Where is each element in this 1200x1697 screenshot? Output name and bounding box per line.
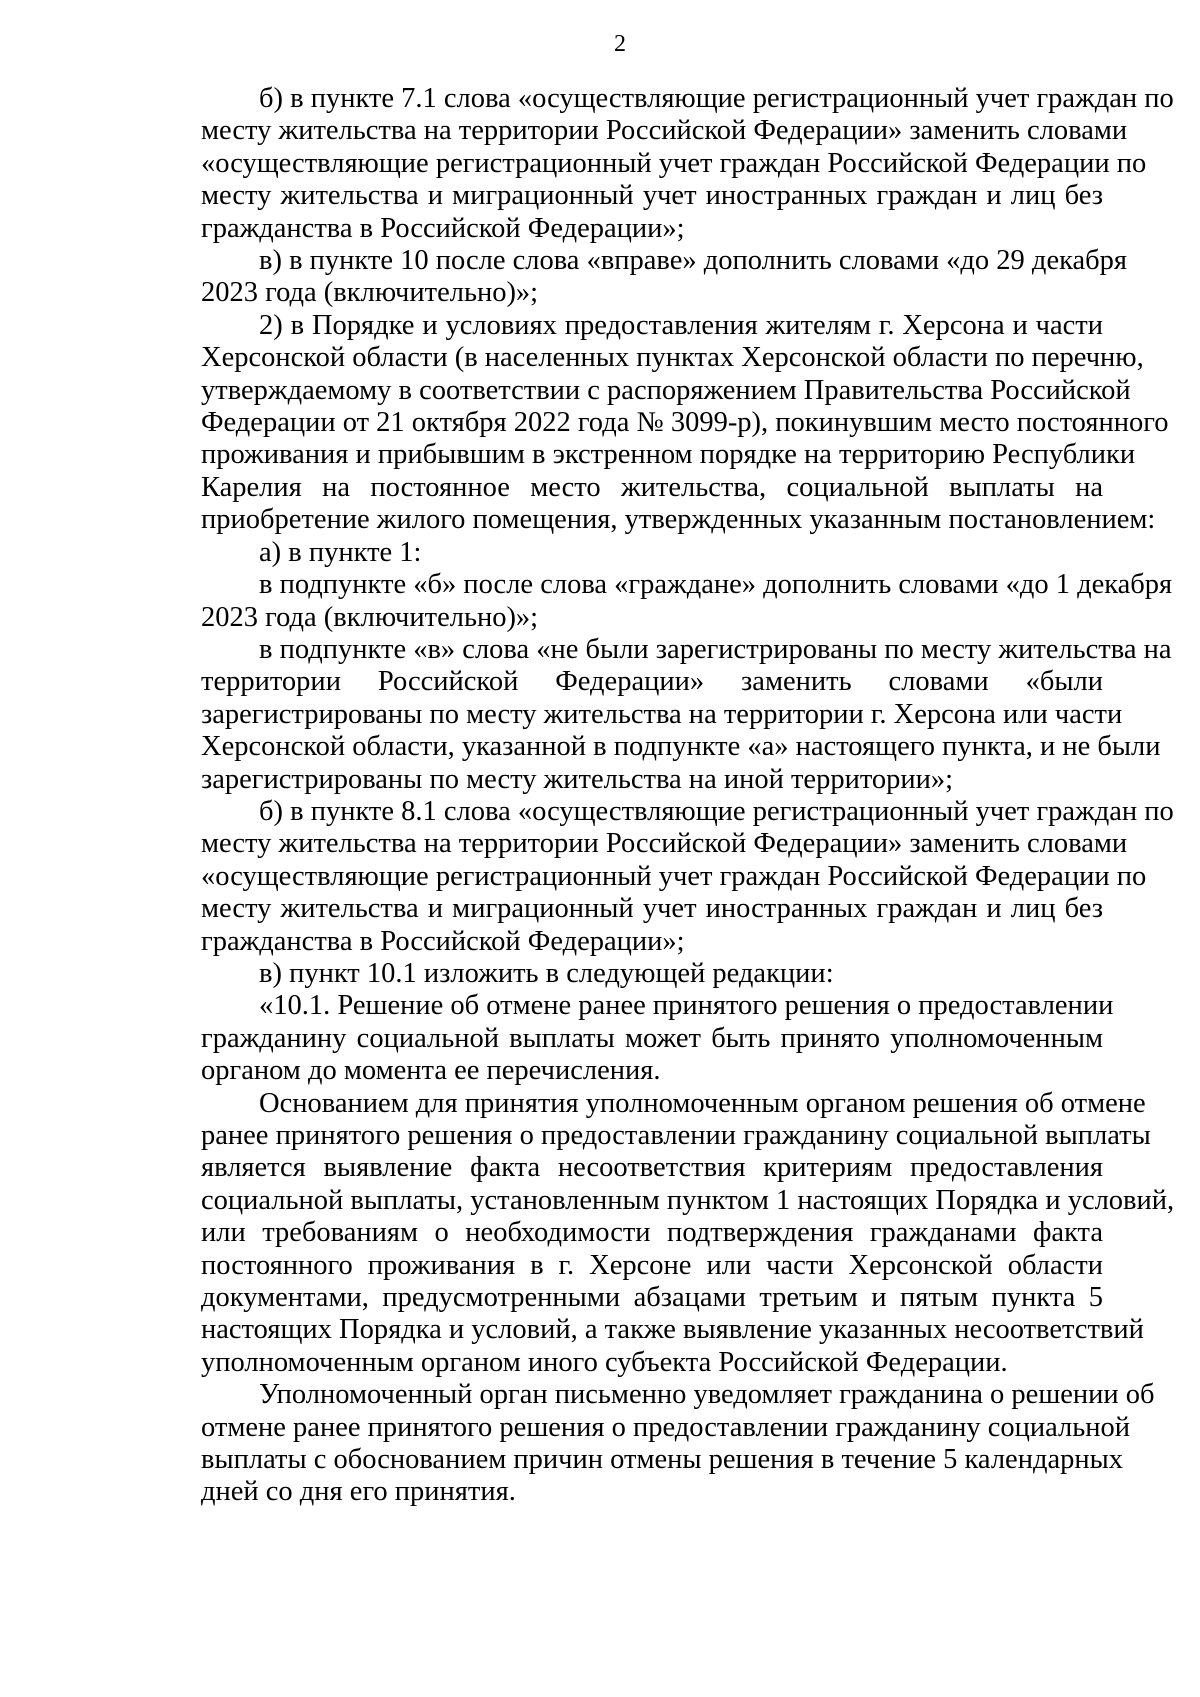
text-line: Карелия на постоянное место жительства, социальной выплаты на: [201, 471, 1103, 503]
text-line: органом до момента ее перечисления.: [201, 1055, 661, 1087]
text-line: постоянного проживания в г. Херсоне или части Херсонской области: [201, 1249, 1103, 1281]
text-line: в) в пункте 10 после слова «вправе» дополнить словами «до 29 декабря: [259, 245, 1128, 277]
text-line: 2023 года (включительно)»;: [201, 277, 539, 309]
paragraph: [143, 537, 1103, 569]
text-line: гражданства в Российской Федерации»;: [201, 925, 685, 957]
paragraph: [143, 569, 1173, 634]
text-line: в подпункте «в» слова «не были зарегистрированы по месту жительства на: [259, 633, 1172, 665]
text-line: б) в пункте 7.1 слова «осуществляющие регистрационный учет граждан по: [259, 83, 1174, 114]
text-line: а) в пункте 1:: [259, 536, 422, 568]
paragraph: [143, 795, 1174, 958]
text-line: в) пункт 10.1 изложить в следующей редакции:: [259, 957, 834, 989]
document-body: [143, 83, 1175, 1509]
text-line: зарегистрированы по месту жительства на иной территории»;: [201, 763, 954, 795]
text-line: социальной выплаты, установленным пунктом 1 настоящих Порядка и условий,: [201, 1184, 1175, 1216]
text-line: является выявление факта несоответствия критериям предоставления: [201, 1152, 1103, 1184]
text-line: выплаты с обоснованием причин отмены решения в течение 5 календарных: [201, 1444, 1123, 1476]
text-line: Уполномоченный орган письменно уведомляет гражданина о решении об: [259, 1379, 1155, 1411]
text-line: Херсонской области, указанной в подпункте «а» настоящего пункта, и не были: [201, 731, 1161, 763]
paragraph: [143, 633, 1172, 796]
text-line: месту жительства и миграционный учет иностранных граждан и лиц без: [201, 893, 1103, 925]
text-line: приобретение жилого помещения, утвержденных указанным постановлением:: [201, 504, 1156, 536]
text-line: утверждаемому в соответствии с распоряжением Правительства Российской: [201, 374, 1131, 406]
text-line: б) в пункте 8.1 слова «осуществляющие регистрационный учет граждан по: [259, 795, 1174, 827]
text-line: настоящих Порядка и условий, а также выявление указанных несоответствий: [201, 1314, 1144, 1346]
text-line: зарегистрированы по месту жительства на территории г. Херсона или части: [201, 698, 1123, 730]
text-line: гражданства в Российской Федерации»;: [201, 212, 685, 244]
paragraph: [143, 990, 1114, 1087]
text-line: территории Российской Федерации» заменить словами «были: [201, 666, 1103, 698]
text-line: ранее принятого решения о предоставлении гражданину социальной выплаты: [201, 1120, 1151, 1151]
text-line: «10.1. Решение об отмене ранее принятого решения о предоставлении: [259, 990, 1114, 1022]
text-line: «осуществляющие регистрационный учет граждан Российской Федерации по: [201, 860, 1147, 892]
text-line: гражданину социальной выплаты может быть принято уполномоченным: [201, 1022, 1103, 1054]
paragraph: [143, 309, 1169, 537]
paragraph: [143, 958, 1103, 990]
text-line: «осуществляющие регистрационный учет граждан Российской Федерации по: [201, 147, 1147, 179]
paragraph: [143, 1087, 1175, 1380]
text-line: дней со дня его принятия.: [201, 1476, 516, 1508]
text-line: 2023 года (включительно)»;: [201, 601, 539, 633]
text-line: в подпункте «б» после слова «граждане» дополнить словами «до 1 декабря: [259, 569, 1173, 601]
page-number: 2: [614, 31, 626, 57]
text-line: отмене ранее принятого решения о предоставлении гражданину социальной: [201, 1411, 1131, 1443]
text-line: проживания и прибывшим в экстренном порядке на территорию Республики: [201, 439, 1136, 471]
text-line: документами, предусмотренными абзацами третьим и пятым пункта 5: [201, 1282, 1103, 1314]
text-line: Херсонской области (в населенных пунктах Херсонской области по перечню,: [201, 342, 1144, 374]
text-line: Основанием для принятия уполномоченным органом решения об отмене: [259, 1087, 1146, 1119]
paragraph: [143, 1379, 1155, 1509]
text-line: 2) в Порядке и условиях предоставления жителям г. Херсона и части: [259, 309, 1103, 341]
text-line: месту жительства на территории Российской Федерации» заменить словами: [201, 828, 1128, 860]
paragraph: [143, 245, 1128, 310]
text-line: месту жительства и миграционный учет иностранных граждан и лиц без: [201, 180, 1103, 212]
paragraph: [143, 83, 1174, 245]
text-line: или требованиям о необходимости подтверждения гражданами факта: [201, 1217, 1103, 1249]
text-line: месту жительства на территории Российской Федерации» заменить словами: [201, 115, 1128, 147]
text-line: Федерации от 21 октября 2022 года № 3099-р), покинувшим место постоянного: [201, 407, 1169, 439]
text-line: уполномоченным органом иного субъекта Российской Федерации.: [201, 1346, 1008, 1378]
